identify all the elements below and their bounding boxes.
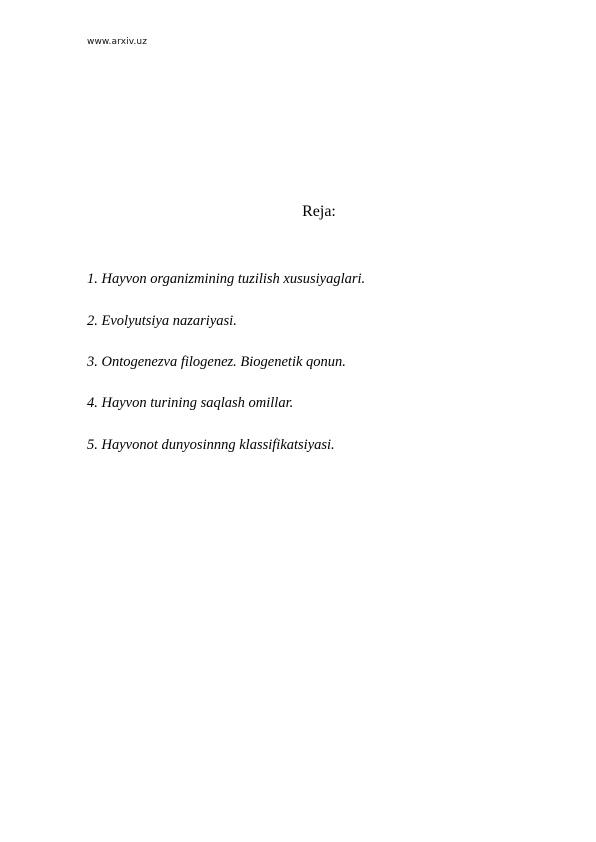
list-item: 1. Hayvon organizmining tuzilish xususiyaglari. [87,271,366,287]
list-item: 2. Evolyutsiya nazariyasi. [87,313,237,329]
page-title-text: Reja: [302,203,336,220]
page-title [0,203,596,221]
list-item: 5. Hayvonot dunyosinnng klassifikatsiyasi. [87,437,335,453]
list-item: 4. Hayvon turining saqlash omillar. [87,395,294,411]
header-url: www.arxiv.uz [87,37,148,47]
list-item: 3. Ontogenezva filogenez. Biogenetik qonun. [87,354,346,370]
plan-list [87,270,365,478]
